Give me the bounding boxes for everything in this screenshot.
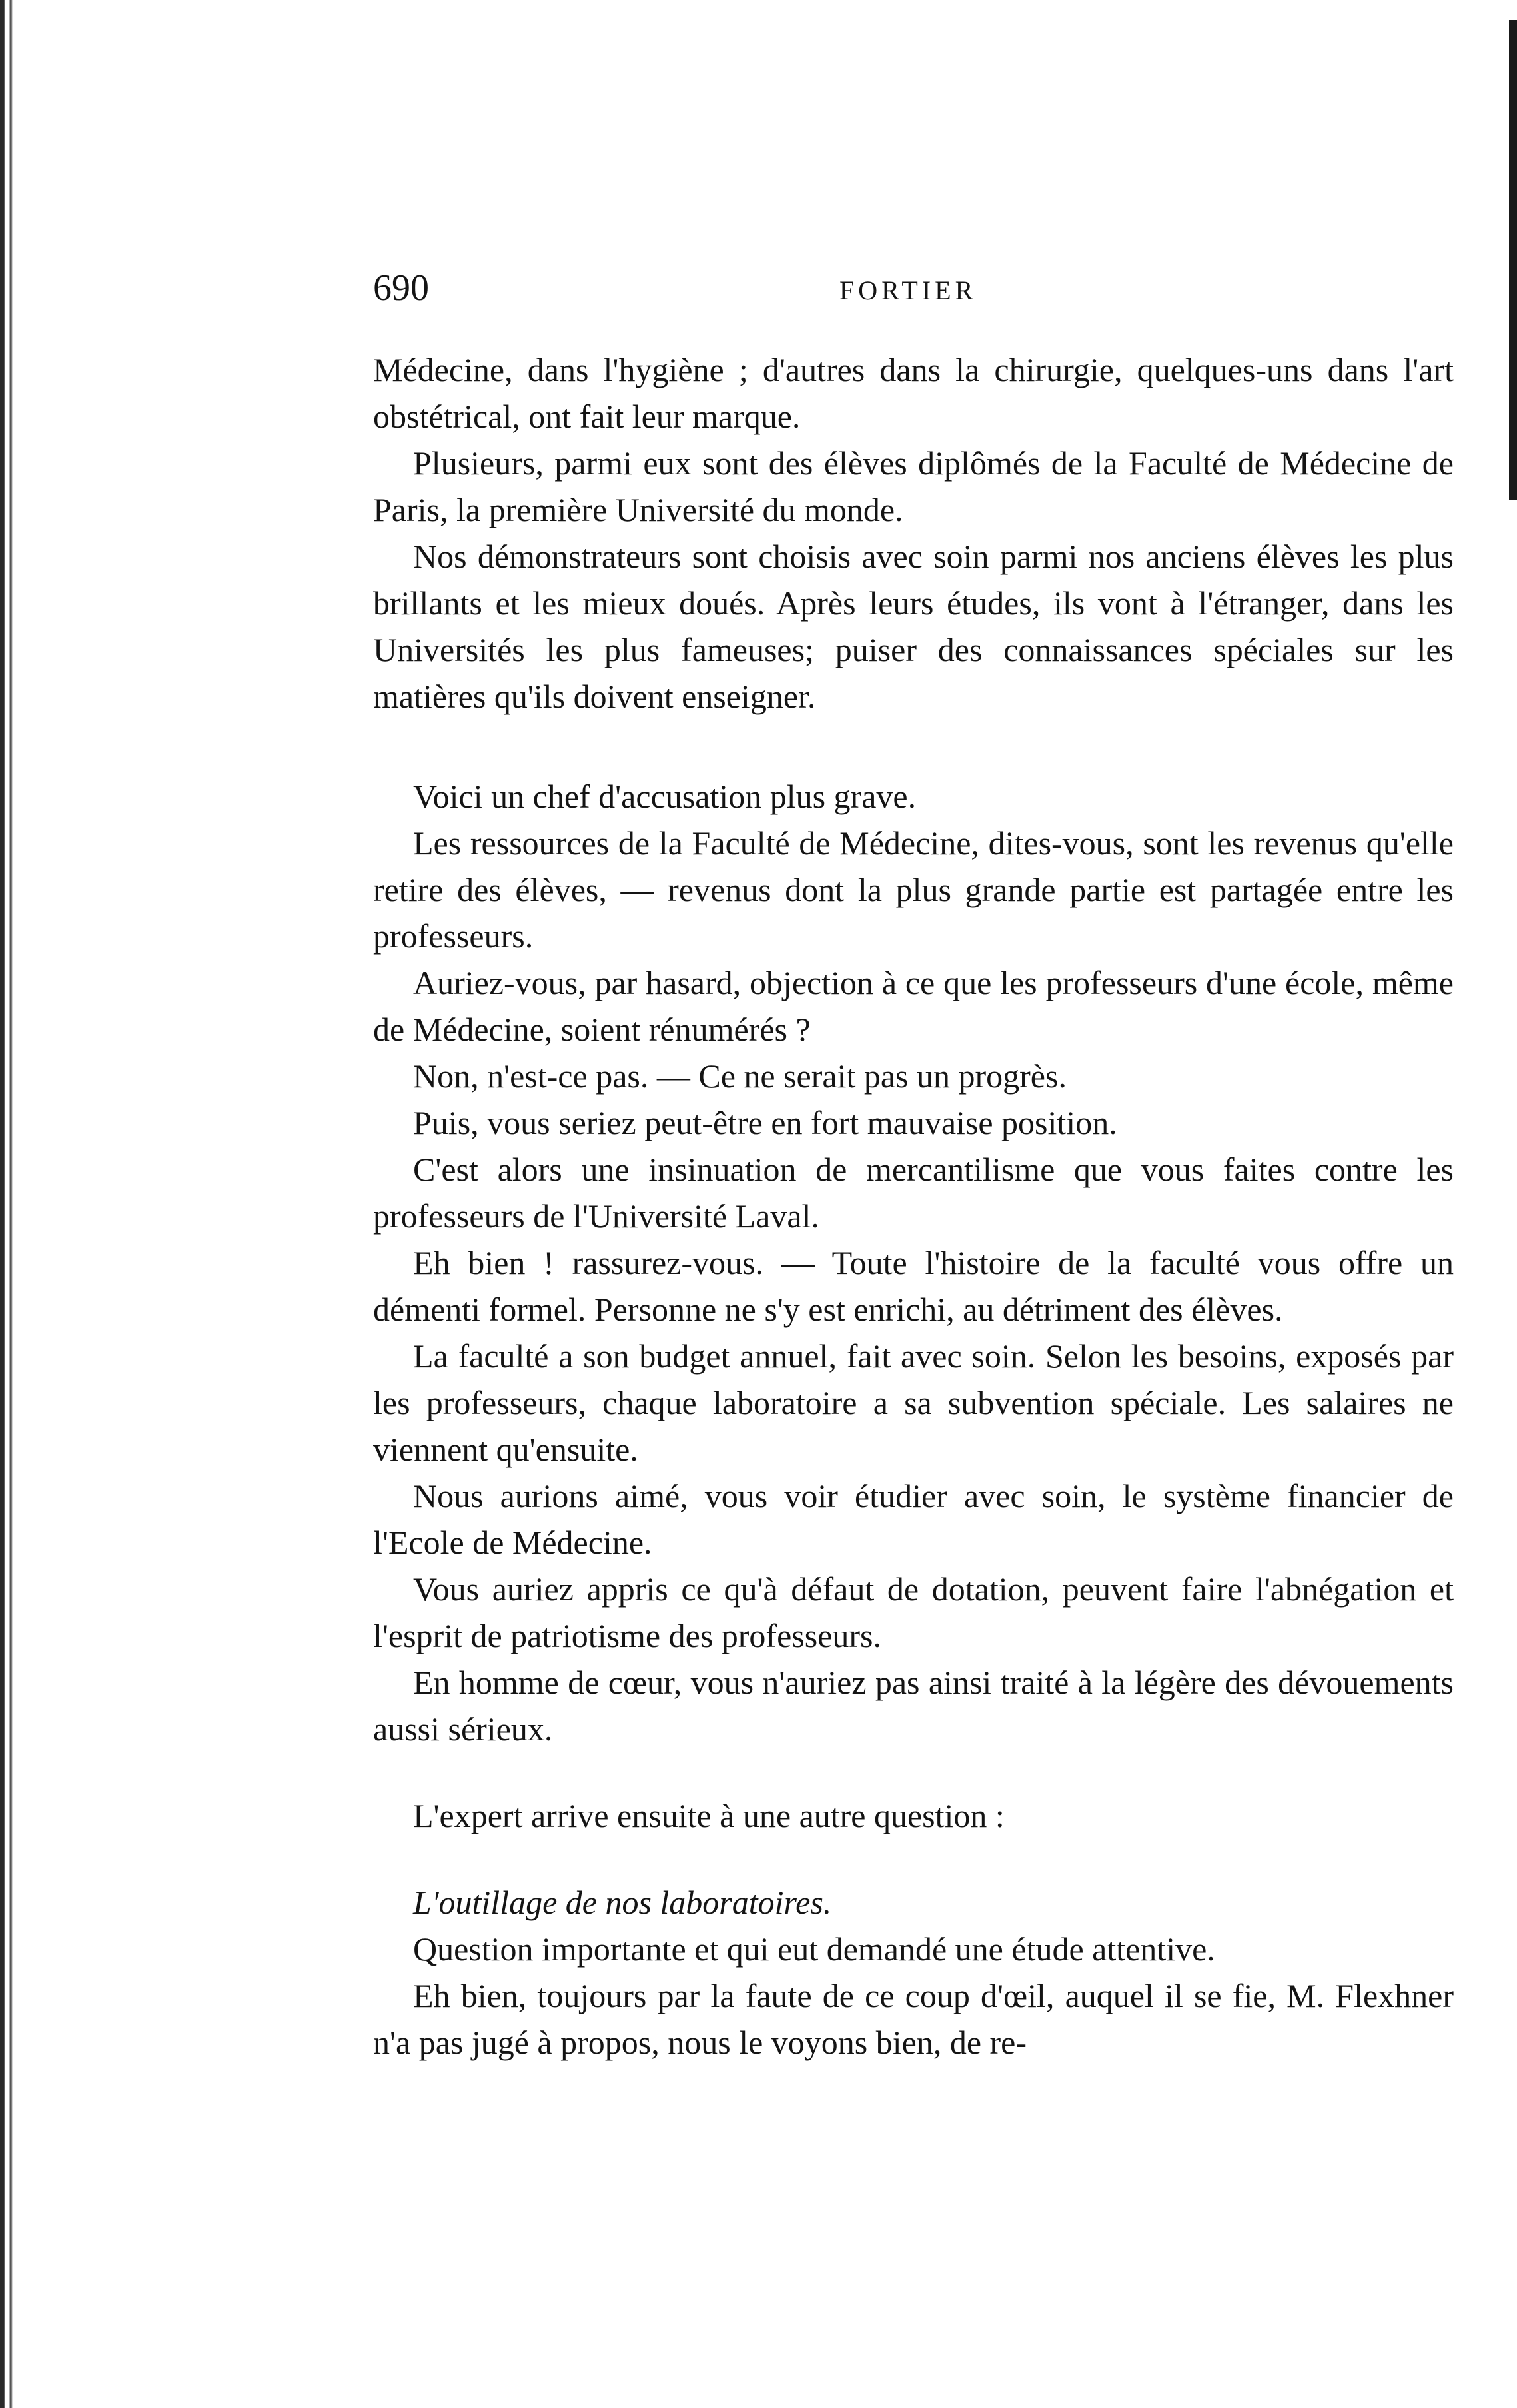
section-gap <box>373 1839 1454 1879</box>
paragraph: Eh bien ! rassurez-vous. — Toute l'histoire de la faculté vous offre un démenti formel. Personne ne s'y est enrichi, au détriment des élèves. <box>373 1244 1454 1328</box>
page-binding-edge <box>0 0 20 2408</box>
paragraph: Vous auriez appris ce qu'à défaut de dotation, peuvent faire l'abnégation et l'esprit de patriotisme des professeurs. <box>373 1570 1454 1654</box>
paragraph: Plusieurs, parmi eux sont des élèves diplômés de la Faculté de Médecine de Paris, la première Université du monde. <box>373 444 1454 528</box>
body-text <box>373 346 1454 2066</box>
page-right-edge <box>1509 20 1517 500</box>
running-title: FORTIER <box>839 275 977 305</box>
paragraph: Les ressources de la Faculté de Médecine, dites-vous, sont les revenus qu'elle retire des élèves, — revenus dont la plus grande partie est partagée entre les professeurs. <box>373 824 1454 955</box>
section-gap <box>373 720 1454 773</box>
paragraph: Auriez-vous, par hasard, objection à ce que les professeurs d'une école, même de Médecine, soient rénumérés ? <box>373 964 1454 1048</box>
paragraph: Puis, vous seriez peut-être en fort mauvaise position. <box>413 1104 1117 1141</box>
paragraph-continued: Médecine, dans l'hygiène ; d'autres dans la chirurgie, quelques-uns dans l'art obstétrical, ont fait leur marque. <box>373 351 1454 435</box>
section-heading-italic: L'outillage de nos laboratoires. <box>413 1884 832 1921</box>
paragraph: La faculté a son budget annuel, fait avec soin. Selon les besoins, exposés par les professeurs, chaque laboratoire a sa subvention spéciale. Les salaires ne viennent qu'ensuite. <box>373 1337 1454 1468</box>
paragraph: C'est alors une insinuation de mercantilisme que vous faites contre les professeurs de l'Université Laval. <box>373 1151 1454 1235</box>
paragraph: Eh bien, toujours par la faute de ce coup d'œil, auquel il se fie, M. Flexhner n'a pas jugé à propos, nous le voyons bien, de re- <box>373 1977 1454 2061</box>
running-head <box>373 267 1454 320</box>
paragraph: Voici un chef d'accusation plus grave. <box>413 778 917 815</box>
page-number: 690 <box>373 267 429 308</box>
section-gap <box>373 1752 1454 1792</box>
paragraph: En homme de cœur, vous n'auriez pas ainsi traité à la légère des dévouements aussi sérieux. <box>373 1664 1454 1748</box>
paragraph: Nos démonstrateurs sont choisis avec soin parmi nos anciens élèves les plus brillants et les mieux doués. Après leurs études, ils vont à l'étranger, dans les Universités les plus fameuses; puiser des connaissances spéciales sur les matières qu'ils doivent enseigner. <box>373 538 1454 715</box>
paragraph: Non, n'est-ce pas. — Ce ne serait pas un progrès. <box>413 1057 1067 1095</box>
paragraph: L'expert arrive ensuite à une autre question : <box>413 1797 1005 1834</box>
book-page <box>373 267 1454 2066</box>
paragraph: Question importante et qui eut demandé une étude attentive. <box>413 1930 1215 1968</box>
paragraph: Nous aurions aimé, vous voir étudier avec soin, le système financier de l'Ecole de Médecine. <box>373 1477 1454 1561</box>
